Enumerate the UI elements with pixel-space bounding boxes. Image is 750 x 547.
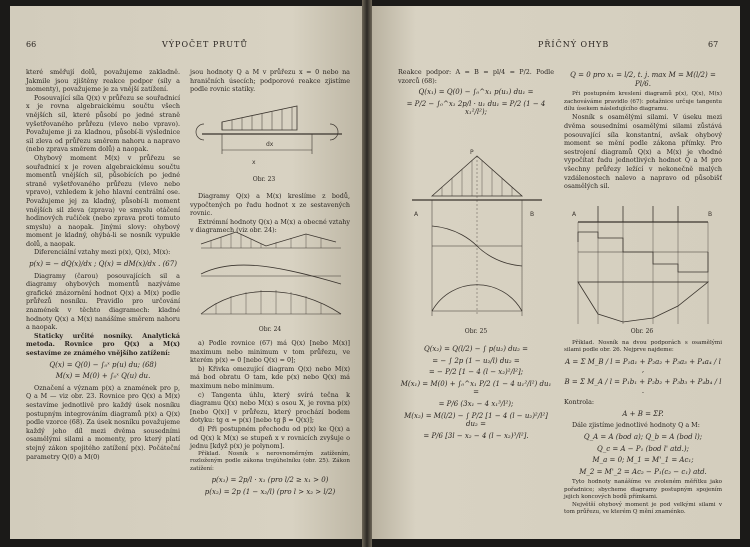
paragraph: a) Podle rovnice (67) má Q(x) [nebo M(x)] maximum nebo minimum v tom průřezu, ve kterém p(x) = 0 [nebo Q(x) = 0]; xyxy=(190,339,350,365)
left-page xyxy=(10,6,362,539)
paragraph: které směřují dolů, považujeme zakladně. Jakmile jsou zjištěny reakce podpor (síly a momenty), považujeme je za vnější zatížení. xyxy=(26,68,180,94)
paragraph: Označení a význam p(x) a znamének pro p, Q a M — viz obr. 23. Rovnice pro Q(x) a M(x) sestavíme jednotlivě pro každý úsek nosníku postupným integrováním diagramů p(x) a Q(x) podle vzorce (68). Za úsek nosníku považujeme každý jeho díl mezi dvěma sousedními osamělými silami a momenty, pro který platí stejný zákon spojitého zatížení p(x). Počáteční parametry Q(0) a M(0) xyxy=(26,383,180,461)
equation-m2b: = P/6 [3l − x₂ − 4 (l − x₂)³/l²]. xyxy=(423,431,529,440)
figure-24 xyxy=(196,224,346,324)
equation-qb: Q_c = A − P₁ (bod l' atd.); xyxy=(597,444,689,453)
paragraph: Tyto hodnoty nanášíme ve zvoleném měřítku jako pořadnice; sbycheme diagramy postupným spojením jejich koncových bodů přímkami. xyxy=(564,479,722,501)
paragraph: Při postupném kreslení diagramů p(x), Q(x), M(x) zachováváme pravidlo (67): potažnice určuje tangentu dílu úsekem následujícího diagramu. xyxy=(564,91,722,112)
equation-ma: M_a = 0; M_1 = M'_1 = Ac₁; xyxy=(592,456,694,465)
svg-text:x: x xyxy=(252,159,256,166)
paragraph: Diagramy (čarou) posouvajících sil a diagramy ohybových momentů nazýváme grafické znázornění hodnot Q(x) a M(x) podle průřezů nosníku. Pravidlo pro určování znamének v těchto diagramech: kladné hodnoty Q(x) a M(x) nanášíme směrem nahoru a naopak. xyxy=(26,271,180,332)
paragraph: Posouvající síla Q(x) v průřezu se souřadnicí x je rovna algebraickému součtu všech vnějších sil, které působí po jedné straně vyšetřovaného průřezu (vlevo nebo vpravo). Považujeme ji za kladnou, působí-li výslednice sil zleva od průřezu směrem nahoru a napravo (nebo zprava směrem dolů) a naopak. xyxy=(26,93,180,154)
paragraph: Ohybový moment M(x) v průřezu se souřadnicí x je roven algebraickému součtu momentů vnějších sil, působících po jedné straně vyšetřovaného průřezu (vlevo nebo vpravo), vzhledem k jeho hlavní centrální ose. Považujeme jej za kladný, působí-li moment vnějších sil zleva (zprava) ve smyslu otáčení hodinových ručiček (nebo zprava proti tomuto smyslu) a naopak. Jinými slovy: ohybový moment je kladný, ohýbá-li se nosník vypukle dolů, a naopak. xyxy=(26,153,180,248)
paragraph: Diferenciální vztahy mezi p(x), Q(x), M(x): xyxy=(34,248,171,257)
svg-text:P: P xyxy=(470,149,474,156)
paragraph: Největší ohybový moment je pod velkými silami v tom průřezu, ve kterém Q mění znaménko. xyxy=(564,501,722,515)
equation-qa: Q_A = A (bod a); Q_b = A (bod l); xyxy=(583,432,703,441)
equation-qmax: Q = 0 pro x₁ = l/2, t. j. max M = M(l/2) = Pl/6. xyxy=(570,71,716,88)
equation-mb: M_2 = M'_2 = Ac₂ − P₁(c₂ − c₁) atd. xyxy=(579,467,707,476)
running-head-right: PŘÍČNÝ OHYB xyxy=(538,40,610,49)
left-column-2 xyxy=(190,68,350,94)
paragraph: Dále zjistíme jednotlivé hodnoty Q a M: xyxy=(572,421,700,430)
equation-67: p(x) = − dQ(x)/dx ; Q(x) = dM(x)/dx . (67) xyxy=(29,260,177,269)
equation-q1: Q(x₁) = Q(0) − ∫₀^x₁ p(u₁) du₁ = xyxy=(418,88,534,97)
right-column-2b xyxy=(564,340,722,516)
paragraph: Příklad. Nosník na dvou podporách s osamělými silami podle obr. 26. Nejprve najdeme: xyxy=(564,340,722,354)
equation-ra: A = Σ M_B / l = P₁a₁ + P₂a₂ + P₃a₃ + P₄a₄ / l , xyxy=(565,357,721,375)
svg-text:A: A xyxy=(572,211,577,218)
equation-68b: M(x) = M(0) + ∫₀ˣ Q(u) du. xyxy=(55,372,151,381)
right-column-1b xyxy=(398,342,554,443)
paragraph: Reakce podpor: A = B = pl/4 = P/2. Podle vzorců (68): xyxy=(398,68,554,85)
equation-q2b: = − ∫ 2p (1 − u₂/l) du₂ = xyxy=(432,356,520,365)
svg-text:dx: dx xyxy=(266,141,274,148)
caption-fig23: Obr. 23 xyxy=(252,176,276,183)
page-number-left: 66 xyxy=(26,40,37,49)
right-column-2 xyxy=(564,68,722,191)
equation-m1: M(x₁) = M(0) + ∫₀^x₁ P/2 (1 − 4 u₁²/l²) du₁ = xyxy=(400,379,552,397)
caption-fig24: Obr. 24 xyxy=(258,326,282,333)
paragraph: Diagramy Q(x) a M(x) kreslíme z bodů, vypočtených po řadu hodnot x ze sestavených rovnic. xyxy=(190,192,350,218)
svg-text:B: B xyxy=(530,211,535,218)
figure-23 xyxy=(192,94,352,176)
paragraph: d) Při postupném přechodu od p(x) ke Q(x) a od Q(x) k M(x) se stupeň x v rovnicích zvyšuje o jednu [když p(x) je polynom]. xyxy=(190,424,350,451)
equation-q2: Q(x₂) = Q(l/2) − ∫ p(u₂) du₂ = xyxy=(423,345,529,353)
right-column-1 xyxy=(398,68,554,120)
equation-m2: M(x₂) = M(l/2) − ∫ P/2 [1 − 4 (l − u₂)²/l²] du₂ = xyxy=(404,411,548,429)
equation-rb: B = Σ M_A / l = P₁b₁ + P₂b₂ + P₃b₃ + P₄b₄ / l . xyxy=(564,378,722,395)
equation-q2c: = − P/2 [1 − 4 (l − x₂)²/l²]; xyxy=(428,368,524,377)
left-column-1 xyxy=(26,68,180,461)
equation-q1b: = P/2 − ∫₀^x₁ 2p/l · u₁ du₁ = P/2 (1 − 4 x₁²/l²); xyxy=(406,99,546,117)
paragraph: c) Tangenta úhlu, který svírá tečna k diagramu Q(x) nebo M(x) s osou X, je rovna p(x) [nebo Q(x)] v průřezu, který prochází bodem dotyku: tg α = p(x) [nebo tg β = Q(x)]; xyxy=(190,390,350,425)
paragraph: Extrémní hodnoty Q(x) a M(x) a obecné vztahy v diagramech (viz obr. 24): xyxy=(190,217,350,235)
paragraph: b) Křivka omezující diagram Q(x) nebo M(x) má bod obratu O tam, kde p(x) nebo Q(x) má maximum nebo minimum. xyxy=(190,364,350,390)
right-page xyxy=(372,6,740,539)
paragraph: jsou hodnoty Q a M v průřezu x = 0 nebo na hraničních úsecích; podporové reakce zjistíme podle rovnic statiky. xyxy=(190,68,350,94)
svg-text:B: B xyxy=(708,211,713,218)
caption-fig25: Obr. 25 xyxy=(464,328,488,335)
paragraph: Příklad. Nosník s nerovnoměrným zatížením, rozloženým podle zákona trojúhelníku (obr. 25). Zákon zatížení: xyxy=(190,450,350,472)
running-head-left: VÝPOČET PRUTŮ xyxy=(162,40,249,49)
page-number-right: 67 xyxy=(708,40,719,49)
paragraph: Staticky určité nosníky. Analytická metoda. Rovnice pro Q(x) a M(x) sestavíme ze známého vnějšího zatížení: xyxy=(26,331,180,357)
figure-26 xyxy=(568,202,718,327)
equation-px2: p(x₂) = 2p (1 − x₂/l) (pro l > x₂ > l/2) xyxy=(204,487,336,496)
equation-m1b: = P/6 (3x₁ − 4 x₁³/l²); xyxy=(438,399,514,408)
caption-fig26: Obr. 26 xyxy=(630,328,654,335)
figure-25 xyxy=(402,146,552,326)
equation-px1: p(x₁) = 2p/l · x₁ (pro l/2 ≥ x₁ > 0) xyxy=(211,475,329,484)
book-gutter xyxy=(362,0,372,547)
equation-68a: Q(x) = Q(0) − ∫₀ˣ p(u) du; (68) xyxy=(49,360,157,369)
left-column-2c xyxy=(190,339,350,499)
equation-check: A + B = ΣP. xyxy=(622,409,664,418)
paragraph: Nosník s osamělými silami. V úseku mezi dvěma sousedními osamělými silami zůstává posouvající síla konstantní, avšak ohybový moment se mění podle zákona přímky. Pro sestrojení diagramů Q(x) a M(x) je vhodné vypočítat řadu jednotlivých hodnot Q a M pro všechny průřezy ležící v nekonečně malých vzdálenostech nalevo a napravo od působišť osamělých sil. xyxy=(564,113,722,191)
svg-text:A: A xyxy=(414,211,419,218)
paragraph: Kontrola: xyxy=(564,398,595,407)
